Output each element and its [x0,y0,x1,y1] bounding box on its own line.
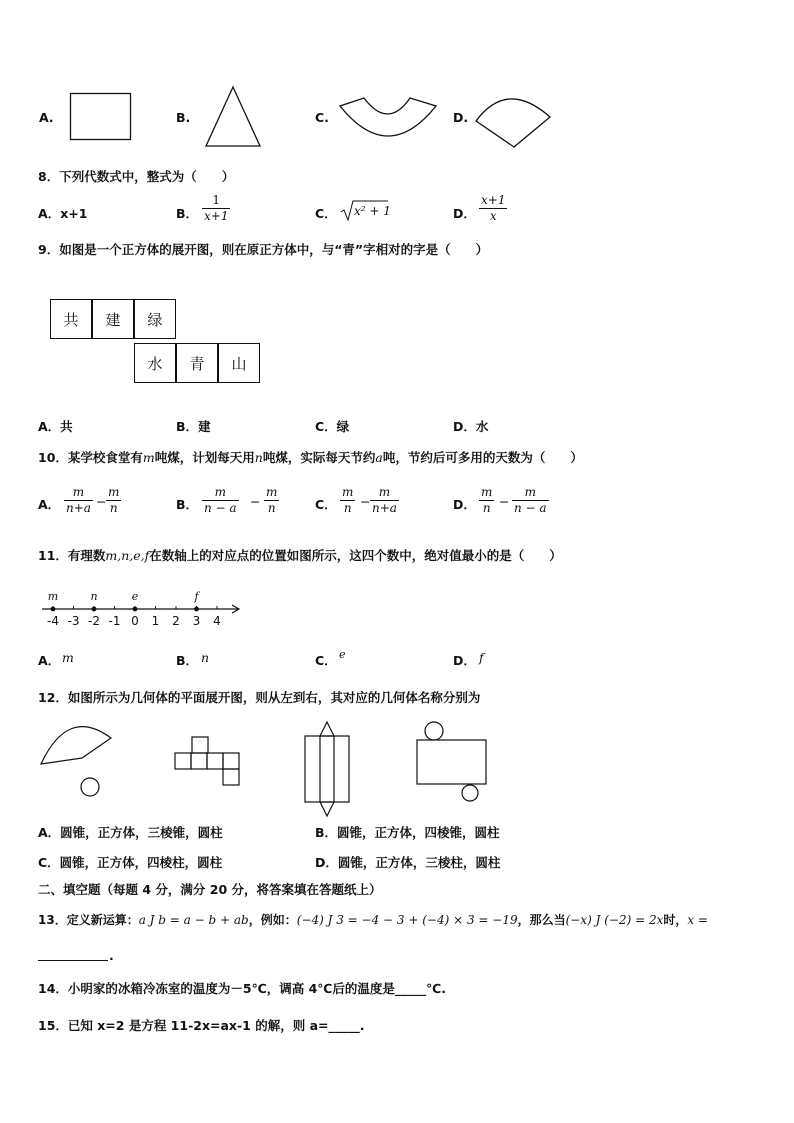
q11-option-b-label: B． [176,653,199,668]
number-line [40,584,244,630]
q10-a-frac1 [64,485,93,516]
q10-a-minus: − [96,494,107,509]
number-line-point [133,607,138,612]
q10-c-minus: − [360,494,371,509]
q7-annular-sector-figure [338,96,440,142]
q10-a-frac2-den: n [109,501,118,515]
q9-stem: 9．如图是一个正方体的展开图，则在原正方体中，与“青”字相对的字是（ ） [38,242,489,257]
q12-option-c: C．圆锥，正方体，四棱柱，圆柱 [38,855,223,870]
q10-c-frac2 [370,485,399,516]
q12-stem: 12．如图所示为几何体的平面展开图，则从左到右，其对应的几何体名称分别为 [38,690,481,705]
q10-stem-part2: 吨煤，计划每天用 [154,450,255,465]
q12-option-d: D．圆锥，正方体，三棱柱，圆柱 [315,855,501,870]
number-line-tick-label: 0 [131,614,139,628]
q9-option-b: B．建 [176,419,211,434]
number-line-point-label: n [90,590,98,603]
q12-option-b: B．圆锥，正方体，四棱锥，圆柱 [315,825,500,840]
cone-net-figure [38,722,116,800]
q13-end-period: . [109,948,114,963]
q11-option-c-value: e [339,648,346,661]
q10-d-frac2-den: n − a [514,501,547,515]
q11-vars: m,n,e,f [105,548,150,563]
q11-stem-part1: 11．有理数 [38,548,106,563]
q8-option-a-expr: x+1 [60,206,88,221]
q9-option-c: C．绿 [315,419,350,434]
q8-stem: 8．下列代数式中，整式为（ ） [38,169,235,184]
number-line-tick-label: 1 [151,614,160,628]
q8-option-b-numerator: 1 [202,193,230,209]
q7-rectangle-figure [70,93,132,141]
q10-b-minus: − [250,494,261,509]
q10-b-frac2-num: m [266,485,278,499]
q10-a-frac1-den: n+a [66,501,91,515]
q11-option-c-label: C． [315,653,337,668]
q8-option-a [38,204,87,222]
q10-b-frac1-num: m [202,485,239,501]
q10-option-d-label: D． [453,497,476,512]
q13-ask: x = [687,913,709,927]
q13-example: (−4) J 3 = −4 − 3 + (−4) × 3 = −19 [296,913,518,927]
q10-c-frac1 [340,485,355,516]
net-cell-shan: 山 [218,343,260,383]
q10-c-frac1-den: n [343,501,352,515]
q11-option-b-value: n [201,650,210,665]
number-line-tick-label: -1 [108,614,121,628]
q10-b-frac1-den: n − a [204,501,237,515]
q13-stem-part2: ，例如： [248,913,297,927]
q11-option-d-label: D． [453,653,476,668]
q15-text: 15．已知 x=2 是方程 11-2x=ax-1 的解，则 a=_____. [38,1018,365,1033]
q11-stem [38,546,562,564]
q11-option-a-label: A． [38,653,61,668]
q10-d-frac2 [512,485,549,516]
number-line-tick-label: -2 [88,614,100,628]
cylinder-net-figure [414,721,490,803]
q10-stem-part1: 10．某学校食堂有 [38,450,143,465]
q10-stem [38,448,583,466]
q13-definition: a J b = a − b + ab [138,913,249,927]
q10-a-frac1-num: m [64,485,93,501]
q8-option-c-radicand: x² + 1 [354,204,391,218]
number-line-point [51,607,56,612]
q13-stem-part1: 13．定义新运算： [38,913,139,927]
q12-option-a: A．圆锥，正方体，三棱锥，圆柱 [38,825,223,840]
q13-stem-part4: 时， [663,913,688,927]
q10-option-c-label: C． [315,497,337,512]
net-cell-lv: 绿 [134,299,176,339]
q13-stem-part3: ，那么当 [517,913,566,927]
number-line-tick-label: 2 [172,614,180,628]
q10-var-m: m [142,450,155,465]
number-line-point [92,607,97,612]
number-line-point-label: f [194,590,199,603]
q10-d-frac1-num: m [481,485,493,499]
q11-option-a-value: m [62,650,74,665]
q7-option-c-label: C. [315,110,329,125]
q13-answer-blank[interactable] [38,960,108,961]
q8-option-d-numerator: x+1 [481,193,506,207]
q9-option-a: A．共 [38,419,73,434]
q10-d-frac1 [479,485,494,516]
q13-line [38,911,708,928]
prism-net-figure [303,720,353,818]
q10-a-frac2 [106,485,121,516]
net-cell-qing: 青 [176,343,218,383]
q10-c-frac2-den: n+a [372,501,397,515]
number-line-tick-label: 3 [192,614,201,628]
q8-option-d-denominator: x [489,209,497,223]
q10-stem-part4: 吨，节约后可多用的天数为（ ） [382,450,583,465]
q10-var-n: n [254,450,263,465]
q8-option-b-label: B． [176,206,199,221]
q11-stem-part2: 在数轴上的对应点的位置如图所示，这四个数中，绝对值最小的是（ ） [149,548,562,563]
net-cell-shui: 水 [134,343,176,383]
q7-triangle-figure [204,86,262,148]
number-line-point-label: e [131,590,139,603]
number-line-tick-label: 4 [213,614,221,628]
q8-option-b-denominator: x+1 [204,209,229,223]
q8-option-b-fraction [202,193,230,224]
q7-option-b-label: B. [176,110,191,125]
q8-option-d-label: D． [453,206,476,221]
q7-sector-figure [474,87,554,149]
cube-net-figure [174,736,244,788]
number-line-tick-label: -3 [67,614,80,628]
net-cell-gong: 共 [50,299,92,339]
number-line-point-label: m [47,590,59,603]
net-cell-jian: 建 [92,299,134,339]
q7-option-a-label: A. [39,110,54,125]
q8-option-c-label: C． [315,206,337,221]
q10-b-frac1 [202,485,239,516]
q10-option-a-label: A． [38,497,61,512]
q10-d-minus: − [499,494,510,509]
q9-option-d: D．水 [453,419,489,434]
q13-condition: (−x) J (−2) = 2x [565,913,664,927]
q10-option-b-label: B． [176,497,199,512]
q10-d-frac2-num: m [512,485,549,501]
q10-d-frac1-den: n [482,501,491,515]
number-line-tick-label: -4 [47,614,59,628]
q14-text: 14．小明家的冰箱冷冻室的温度为－5℃，调高 4℃后的温度是_____℃. [38,981,447,996]
q10-c-frac1-num: m [342,485,354,499]
q7-option-d-label: D. [453,110,469,125]
number-line-point [194,607,199,612]
q11-option-d-value: f [479,650,484,665]
q10-b-frac2-den: n [267,501,276,515]
q10-stem-part3: 吨煤，实际每天节约 [262,450,376,465]
section-heading: 二、填空题（每题 4 分，满分 20 分，将答案填在答题纸上） [38,882,382,897]
q8-option-d-fraction [479,193,507,224]
q10-b-frac2 [264,485,279,516]
q10-a-frac2-num: m [108,485,120,499]
q10-var-a: a [375,450,383,465]
q8-option-a-label: A． [38,206,61,221]
q10-c-frac2-num: m [370,485,399,501]
